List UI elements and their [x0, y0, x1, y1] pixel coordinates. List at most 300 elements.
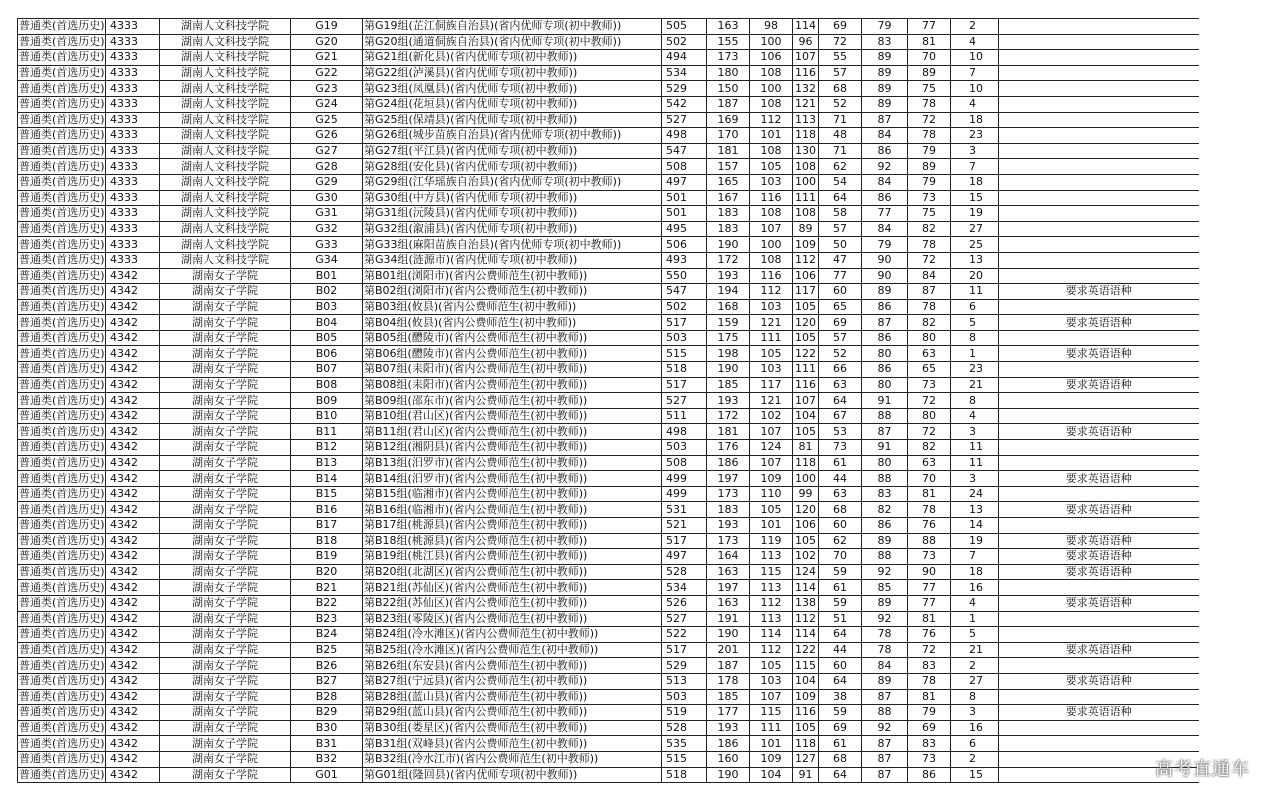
min-total-score-cell: 550: [662, 268, 707, 284]
group-name-cell: 第G34组(涟源市)(省内优师专项(初中教师)): [363, 252, 662, 268]
group-name-cell: 第B18组(桃源县)(省内公费师范生(初中教师)): [363, 533, 662, 549]
table-row: [18, 206, 1199, 222]
count-cell: 11: [951, 440, 999, 456]
score-2-cell: 113: [750, 611, 793, 627]
score-3-cell: 117: [793, 284, 819, 300]
score-6-cell: 79: [908, 143, 951, 159]
remark-cell: 要求英语语种: [999, 424, 1199, 440]
count-cell: 19: [951, 533, 999, 549]
group-name-cell: 第G19组(芷江侗族自治县)(省内优师专项(初中教师)): [363, 19, 662, 35]
category-cell: 普通类(首选历史): [19, 767, 105, 781]
score-6-cell: 82: [908, 221, 951, 237]
group-code-cell: B21: [291, 580, 363, 596]
score-6-cell: 63: [908, 346, 951, 362]
group-name-cell: 第B14组(汨罗市)(省内公费师范生(初中教师)): [363, 471, 662, 487]
score-5-cell: 91: [862, 440, 908, 456]
score-5-cell: 89: [862, 50, 908, 66]
min-total-score-cell: 528: [662, 720, 707, 736]
score-3-cell: 104: [793, 408, 819, 424]
remark-cell: 要求英语语种: [999, 642, 1199, 658]
category-cell: 普通类(首选历史): [19, 128, 105, 142]
score-2-cell: 112: [750, 112, 793, 128]
count-cell: 13: [951, 502, 999, 518]
table-row: [18, 330, 1199, 346]
score-4-cell: 68: [819, 81, 862, 97]
school-code-cell: 4342: [106, 346, 160, 362]
remark-cell: [999, 486, 1199, 502]
category-cell: 普通类(首选历史): [19, 222, 105, 236]
remark-cell: [999, 518, 1199, 534]
score-3-cell: 118: [793, 128, 819, 144]
count-cell: 3: [951, 705, 999, 721]
group-name-cell: 第B02组(浏阳市)(省内公费师范生(初中教师)): [363, 284, 662, 300]
school-code-cell: 4333: [106, 50, 160, 66]
remark-cell: [999, 408, 1199, 424]
score-5-cell: 80: [862, 377, 908, 393]
school-code-cell: 4333: [106, 221, 160, 237]
score-2-cell: 115: [750, 705, 793, 721]
remark-cell: [999, 190, 1199, 206]
count-cell: 2: [951, 19, 999, 35]
score-3-cell: 118: [793, 455, 819, 471]
min-total-score-cell: 531: [662, 502, 707, 518]
score-6-cell: 77: [908, 595, 951, 611]
score-6-cell: 81: [908, 486, 951, 502]
score-4-cell: 64: [819, 190, 862, 206]
school-name-cell: 湖南女子学院: [160, 377, 291, 393]
score-5-cell: 92: [862, 564, 908, 580]
count-cell: 15: [951, 190, 999, 206]
table-row: [18, 252, 1199, 268]
score-5-cell: 78: [862, 642, 908, 658]
table-row: [18, 533, 1199, 549]
table-row: [18, 174, 1199, 190]
school-name-cell: 湖南女子学院: [160, 627, 291, 643]
score-2-cell: 109: [750, 751, 793, 767]
score-4-cell: 62: [819, 159, 862, 175]
group-name-cell: 第B27组(宁远县)(省内公费师范生(初中教师)): [363, 673, 662, 689]
school-code-cell: 4342: [106, 268, 160, 284]
count-cell: 2: [951, 751, 999, 767]
score-3-cell: 109: [793, 689, 819, 705]
table-row: [18, 190, 1199, 206]
school-name-cell: 湖南女子学院: [160, 689, 291, 705]
school-code-cell: 4333: [106, 206, 160, 222]
score-5-cell: 88: [862, 705, 908, 721]
remark-cell: [999, 159, 1199, 175]
score-5-cell: 77: [862, 206, 908, 222]
remark-cell: [999, 128, 1199, 144]
group-code-cell: B06: [291, 346, 363, 362]
category-cell: 普通类(首选历史): [19, 206, 105, 220]
score-3-cell: 112: [793, 611, 819, 627]
group-name-cell: 第B12组(湘阴县)(省内公费师范生(初中教师)): [363, 440, 662, 456]
table-row: [18, 50, 1199, 66]
score-3-cell: 106: [793, 268, 819, 284]
score-6-cell: 70: [908, 471, 951, 487]
remark-cell: 要求英语语种: [999, 502, 1199, 518]
score-1-cell: 194: [707, 284, 750, 300]
group-code-cell: B23: [291, 611, 363, 627]
school-code-cell: 4342: [106, 767, 160, 783]
group-name-cell: 第G29组(江华瑶族自治县)(省内优师专项(初中教师)): [363, 174, 662, 190]
score-4-cell: 57: [819, 330, 862, 346]
score-6-cell: 78: [908, 237, 951, 253]
score-2-cell: 114: [750, 627, 793, 643]
min-total-score-cell: 503: [662, 440, 707, 456]
score-5-cell: 92: [862, 159, 908, 175]
count-cell: 27: [951, 673, 999, 689]
score-4-cell: 61: [819, 455, 862, 471]
score-1-cell: 157: [707, 159, 750, 175]
count-cell: 21: [951, 642, 999, 658]
score-1-cell: 193: [707, 268, 750, 284]
min-total-score-cell: 508: [662, 159, 707, 175]
group-name-cell: 第B06组(醴陵市)(省内公费师范生(初中教师)): [363, 346, 662, 362]
count-cell: 3: [951, 424, 999, 440]
score-2-cell: 100: [750, 237, 793, 253]
score-5-cell: 86: [862, 299, 908, 315]
score-4-cell: 60: [819, 658, 862, 674]
count-cell: 4: [951, 595, 999, 611]
category-cell: 普通类(首选历史): [19, 299, 105, 313]
category-cell: 普通类(首选历史): [19, 377, 105, 391]
score-1-cell: 167: [707, 190, 750, 206]
count-cell: 8: [951, 330, 999, 346]
min-total-score-cell: 499: [662, 486, 707, 502]
min-total-score-cell: 498: [662, 128, 707, 144]
group-code-cell: G21: [291, 50, 363, 66]
school-name-cell: 湖南女子学院: [160, 393, 291, 409]
category-cell: 普通类(首选历史): [19, 97, 105, 111]
category-cell: 普通类(首选历史): [19, 440, 105, 454]
group-code-cell: B31: [291, 736, 363, 752]
table-row: [18, 159, 1199, 175]
school-code-cell: 4342: [106, 502, 160, 518]
score-6-cell: 78: [908, 673, 951, 689]
group-code-cell: G25: [291, 112, 363, 128]
school-name-cell: 湖南女子学院: [160, 611, 291, 627]
min-total-score-cell: 508: [662, 455, 707, 471]
score-6-cell: 69: [908, 720, 951, 736]
score-5-cell: 86: [862, 143, 908, 159]
min-total-score-cell: 526: [662, 595, 707, 611]
school-code-cell: 4333: [106, 34, 160, 50]
score-5-cell: 83: [862, 486, 908, 502]
score-1-cell: 159: [707, 315, 750, 331]
score-1-cell: 190: [707, 362, 750, 378]
min-total-score-cell: 515: [662, 346, 707, 362]
group-code-cell: G34: [291, 252, 363, 268]
remark-cell: 要求英语语种: [999, 705, 1199, 721]
min-total-score-cell: 529: [662, 81, 707, 97]
remark-cell: [999, 96, 1199, 112]
remark-cell: [999, 268, 1199, 284]
school-code-cell: 4342: [106, 330, 160, 346]
score-1-cell: 190: [707, 767, 750, 783]
school-name-cell: 湖南人文科技学院: [160, 206, 291, 222]
group-code-cell: B29: [291, 705, 363, 721]
group-code-cell: G28: [291, 159, 363, 175]
table-row: [18, 767, 1199, 783]
score-1-cell: 198: [707, 346, 750, 362]
admission-score-table: [17, 18, 1199, 783]
school-name-cell: 湖南人文科技学院: [160, 174, 291, 190]
category-cell: 普通类(首选历史): [19, 112, 105, 126]
group-name-cell: 第G24组(花垣县)(省内优师专项(初中教师)): [363, 96, 662, 112]
remark-cell: [999, 330, 1199, 346]
min-total-score-cell: 521: [662, 518, 707, 534]
score-5-cell: 87: [862, 736, 908, 752]
group-code-cell: G24: [291, 96, 363, 112]
group-name-cell: 第B11组(君山区)(省内公费师范生(初中教师)): [363, 424, 662, 440]
remark-cell: 要求英语语种: [999, 315, 1199, 331]
score-2-cell: 108: [750, 252, 793, 268]
min-total-score-cell: 517: [662, 377, 707, 393]
school-name-cell: 湖南女子学院: [160, 346, 291, 362]
min-total-score-cell: 497: [662, 549, 707, 565]
table-row: [18, 611, 1199, 627]
table-row: [18, 751, 1199, 767]
category-cell: 普通类(首选历史): [19, 643, 105, 657]
table-row: [18, 424, 1199, 440]
score-2-cell: 116: [750, 190, 793, 206]
group-code-cell: B30: [291, 720, 363, 736]
school-code-cell: 4333: [106, 81, 160, 97]
score-1-cell: 173: [707, 486, 750, 502]
min-total-score-cell: 505: [662, 19, 707, 35]
count-cell: 2: [951, 658, 999, 674]
category-cell: 普通类(首选历史): [19, 611, 105, 625]
group-code-cell: B32: [291, 751, 363, 767]
score-5-cell: 84: [862, 128, 908, 144]
score-6-cell: 72: [908, 393, 951, 409]
group-name-cell: 第G26组(城步苗族自治县)(省内优师专项(初中教师)): [363, 128, 662, 144]
score-2-cell: 124: [750, 440, 793, 456]
school-code-cell: 4333: [106, 237, 160, 253]
school-name-cell: 湖南女子学院: [160, 424, 291, 440]
group-name-cell: 第B29组(蓝山县)(省内公费师范生(初中教师)): [363, 705, 662, 721]
school-name-cell: 湖南女子学院: [160, 486, 291, 502]
category-cell: 普通类(首选历史): [19, 455, 105, 469]
score-2-cell: 113: [750, 549, 793, 565]
count-cell: 16: [951, 580, 999, 596]
group-code-cell: G22: [291, 65, 363, 81]
school-name-cell: 湖南女子学院: [160, 549, 291, 565]
score-2-cell: 105: [750, 502, 793, 518]
group-name-cell: 第G28组(安化县)(省内优师专项(初中教师)): [363, 159, 662, 175]
group-code-cell: B18: [291, 533, 363, 549]
table-body: [18, 19, 1199, 783]
school-name-cell: 湖南女子学院: [160, 580, 291, 596]
group-code-cell: B10: [291, 408, 363, 424]
count-cell: 3: [951, 471, 999, 487]
group-code-cell: G23: [291, 81, 363, 97]
score-6-cell: 76: [908, 627, 951, 643]
remark-cell: [999, 237, 1199, 253]
remark-cell: [999, 393, 1199, 409]
remark-cell: 要求英语语种: [999, 564, 1199, 580]
score-2-cell: 111: [750, 330, 793, 346]
count-cell: 18: [951, 564, 999, 580]
count-cell: 15: [951, 767, 999, 783]
min-total-score-cell: 535: [662, 736, 707, 752]
category-cell: 普通类(首选历史): [19, 159, 105, 173]
min-total-score-cell: 503: [662, 689, 707, 705]
school-name-cell: 湖南女子学院: [160, 564, 291, 580]
school-code-cell: 4342: [106, 705, 160, 721]
group-name-cell: 第G33组(麻阳苗族自治县)(省内优师专项(初中教师)): [363, 237, 662, 253]
score-2-cell: 105: [750, 159, 793, 175]
count-cell: 5: [951, 315, 999, 331]
table-row: [18, 284, 1199, 300]
score-6-cell: 88: [908, 533, 951, 549]
score-3-cell: 100: [793, 471, 819, 487]
score-1-cell: 186: [707, 736, 750, 752]
score-5-cell: 88: [862, 471, 908, 487]
remark-cell: [999, 689, 1199, 705]
score-1-cell: 185: [707, 689, 750, 705]
score-2-cell: 104: [750, 767, 793, 783]
score-2-cell: 101: [750, 128, 793, 144]
group-name-cell: 第B16组(临湘市)(省内公费师范生(初中教师)): [363, 502, 662, 518]
group-code-cell: B13: [291, 455, 363, 471]
table-row: [18, 377, 1199, 393]
score-4-cell: 66: [819, 362, 862, 378]
school-code-cell: 4342: [106, 736, 160, 752]
score-6-cell: 78: [908, 299, 951, 315]
school-code-cell: 4342: [106, 424, 160, 440]
score-6-cell: 70: [908, 50, 951, 66]
min-total-score-cell: 547: [662, 284, 707, 300]
school-code-cell: 4342: [106, 471, 160, 487]
score-4-cell: 69: [819, 315, 862, 331]
min-total-score-cell: 494: [662, 50, 707, 66]
group-code-cell: B16: [291, 502, 363, 518]
count-cell: 18: [951, 174, 999, 190]
school-code-cell: 4342: [106, 595, 160, 611]
group-name-cell: 第B03组(攸县)(省内公费师范生(初中教师)): [363, 299, 662, 315]
category-cell: 普通类(首选历史): [19, 502, 105, 516]
group-code-cell: G19: [291, 19, 363, 35]
remark-cell: [999, 221, 1199, 237]
score-1-cell: 180: [707, 65, 750, 81]
school-code-cell: 4342: [106, 580, 160, 596]
school-name-cell: 湖南女子学院: [160, 471, 291, 487]
score-2-cell: 106: [750, 50, 793, 66]
group-name-cell: 第B26组(东安县)(省内公费师范生(初中教师)): [363, 658, 662, 674]
group-name-cell: 第B24组(冷水滩区)(省内公费师范生(初中教师)): [363, 627, 662, 643]
score-1-cell: 193: [707, 720, 750, 736]
score-5-cell: 91: [862, 393, 908, 409]
school-name-cell: 湖南女子学院: [160, 767, 291, 783]
remark-cell: 要求英语语种: [999, 595, 1199, 611]
score-6-cell: 78: [908, 96, 951, 112]
min-total-score-cell: 497: [662, 174, 707, 190]
score-6-cell: 73: [908, 751, 951, 767]
score-5-cell: 78: [862, 627, 908, 643]
score-1-cell: 181: [707, 143, 750, 159]
group-name-cell: 第G30组(中方县)(省内优师专项(初中教师)): [363, 190, 662, 206]
score-4-cell: 44: [819, 471, 862, 487]
score-4-cell: 72: [819, 34, 862, 50]
min-total-score-cell: 499: [662, 471, 707, 487]
min-total-score-cell: 517: [662, 315, 707, 331]
score-6-cell: 82: [908, 440, 951, 456]
school-code-cell: 4342: [106, 689, 160, 705]
group-name-cell: 第B07组(耒阳市)(省内公费师范生(初中教师)): [363, 362, 662, 378]
score-6-cell: 75: [908, 81, 951, 97]
school-code-cell: 4342: [106, 455, 160, 471]
category-cell: 普通类(首选历史): [19, 705, 105, 719]
score-1-cell: 178: [707, 673, 750, 689]
school-code-cell: 4342: [106, 658, 160, 674]
category-cell: 普通类(首选历史): [19, 144, 105, 158]
score-4-cell: 64: [819, 767, 862, 783]
table-row: [18, 299, 1199, 315]
table-row: [18, 580, 1199, 596]
school-code-cell: 4342: [106, 440, 160, 456]
table-row: [18, 346, 1199, 362]
score-5-cell: 87: [862, 767, 908, 783]
count-cell: 3: [951, 143, 999, 159]
score-1-cell: 169: [707, 112, 750, 128]
count-cell: 23: [951, 128, 999, 144]
school-code-cell: 4342: [106, 642, 160, 658]
score-3-cell: 122: [793, 346, 819, 362]
score-4-cell: 69: [819, 720, 862, 736]
remark-cell: [999, 455, 1199, 471]
score-1-cell: 172: [707, 408, 750, 424]
group-name-cell: 第B23组(零陵区)(省内公费师范生(初中教师)): [363, 611, 662, 627]
school-code-cell: 4342: [106, 362, 160, 378]
score-3-cell: 105: [793, 720, 819, 736]
group-name-cell: 第G27组(平江县)(省内优师专项(初中教师)): [363, 143, 662, 159]
min-total-score-cell: 534: [662, 65, 707, 81]
group-name-cell: 第B31组(双峰县)(省内公费师范生(初中教师)): [363, 736, 662, 752]
group-name-cell: 第B21组(苏仙区)(省内公费师范生(初中教师)): [363, 580, 662, 596]
remark-cell: [999, 362, 1199, 378]
score-1-cell: 201: [707, 642, 750, 658]
school-name-cell: 湖南女子学院: [160, 720, 291, 736]
score-2-cell: 121: [750, 315, 793, 331]
score-2-cell: 107: [750, 424, 793, 440]
table-row: [18, 81, 1199, 97]
min-total-score-cell: 495: [662, 221, 707, 237]
remark-cell: [999, 627, 1199, 643]
table-row: [18, 471, 1199, 487]
score-6-cell: 79: [908, 174, 951, 190]
score-3-cell: 112: [793, 252, 819, 268]
score-1-cell: 191: [707, 611, 750, 627]
score-6-cell: 72: [908, 424, 951, 440]
score-1-cell: 193: [707, 393, 750, 409]
score-5-cell: 92: [862, 611, 908, 627]
score-1-cell: 168: [707, 299, 750, 315]
score-5-cell: 87: [862, 751, 908, 767]
remark-cell: [999, 34, 1199, 50]
table-row: [18, 128, 1199, 144]
school-name-cell: 湖南人文科技学院: [160, 252, 291, 268]
count-cell: 23: [951, 362, 999, 378]
remark-cell: 要求英语语种: [999, 549, 1199, 565]
group-name-cell: 第G23组(凤凰县)(省内优师专项(初中教师)): [363, 81, 662, 97]
score-6-cell: 89: [908, 159, 951, 175]
score-6-cell: 72: [908, 642, 951, 658]
score-4-cell: 57: [819, 221, 862, 237]
group-code-cell: G26: [291, 128, 363, 144]
table-row: [18, 143, 1199, 159]
